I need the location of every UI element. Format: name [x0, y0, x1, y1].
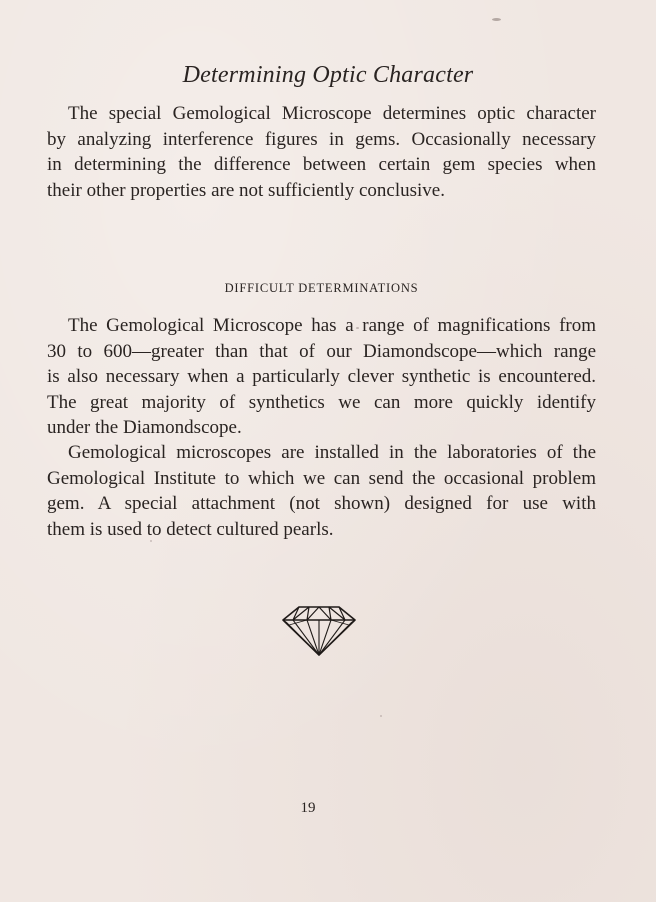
paragraph-line: The great majority of synthetics we can more quickly identify	[47, 391, 596, 413]
magnification-paragraph	[47, 313, 596, 441]
paragraph-line: gem. A special attachment (not shown) designed for use with	[47, 493, 596, 514]
paragraph-line: Gemological microscopes are installed in the laboratories of the	[68, 442, 596, 463]
paragraph-line: The Gemological Microscope has a range of magnifications from	[68, 315, 596, 336]
page-number: 19	[300, 800, 316, 816]
paragraph-line: 30 to 600—greater than that of our Diamondscope—which range	[47, 340, 596, 362]
optic-character-paragraph	[47, 101, 596, 203]
laboratories-paragraph	[47, 440, 596, 542]
paragraph-line: by analyzing interference figures in gems. Occasionally necessary	[47, 128, 596, 150]
paper-speck	[150, 540, 152, 542]
paper-speck	[380, 715, 382, 717]
paragraph-line: them is used to detect cultured pearls.	[47, 518, 334, 540]
paragraph-line: their other properties are not sufficiently conclusive.	[47, 179, 445, 201]
paragraph-line: under the Diamondscope.	[47, 417, 242, 438]
paper-speck	[356, 327, 359, 329]
section-subheading: DIFFICULT DETERMINATIONS	[224, 281, 419, 295]
paragraph-line: is also necessary when a particularly clever synthetic is encountered.	[47, 366, 596, 387]
section-title: Determining Optic Character	[182, 62, 474, 88]
paper-speck	[492, 18, 501, 21]
diamond-icon	[281, 603, 357, 657]
paragraph-line: The special Gemological Microscope determines optic character	[68, 103, 596, 124]
paragraph-line: Gemological Institute to which we can send the occasional problem	[47, 467, 596, 489]
paragraph-line: in determining the difference between certain gem species when	[47, 154, 596, 175]
